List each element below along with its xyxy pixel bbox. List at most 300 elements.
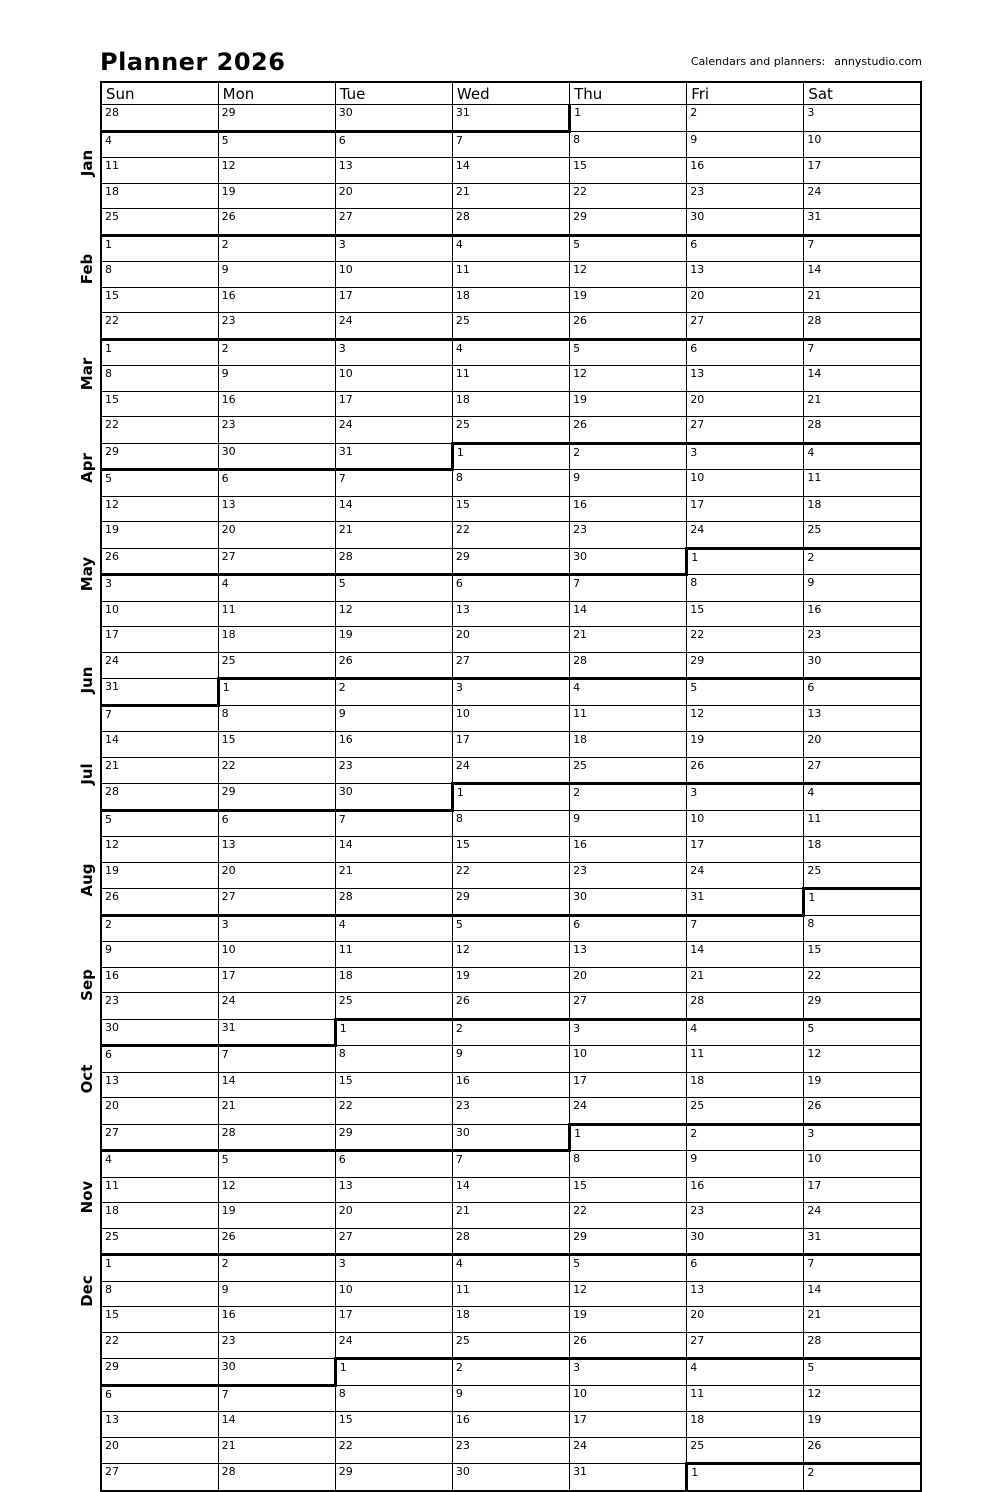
day-cell: 30 [452,1124,569,1151]
day-cell: 25 [687,1437,804,1464]
day-cell: 8 [452,810,569,837]
month-label-feb: Feb [78,253,96,284]
day-cell: 17 [804,1177,921,1203]
day-cell: 4 [101,1151,218,1178]
day-cell: 8 [452,470,569,497]
day-cell: 5 [101,810,218,837]
calendar-body [101,105,921,1491]
week-row-50 [101,1385,921,1412]
day-cell: 14 [218,1072,335,1098]
day-cell: 11 [218,601,335,627]
day-cell: 18 [452,391,569,417]
day-cell: 12 [687,705,804,732]
day-cell: 26 [101,889,218,916]
day-cell: 29 [804,993,921,1020]
day-cell: 18 [687,1072,804,1098]
day-cell: 30 [804,652,921,679]
day-cell: 27 [335,209,452,236]
day-cell: 15 [101,391,218,417]
day-cell: 17 [804,158,921,184]
day-cell: 13 [570,942,687,968]
day-header-wed: Wed [452,82,569,105]
day-cell: 2 [687,1124,804,1151]
day-cell: 9 [218,366,335,392]
week-row-22 [101,652,921,679]
day-cell: 9 [570,470,687,497]
day-cell: 3 [218,915,335,942]
day-cell: 23 [335,757,452,784]
week-row-14 [101,443,921,470]
day-cell: 20 [687,391,804,417]
month-label-oct: Oct [78,1064,96,1094]
day-cell: 1 [452,784,569,811]
day-cell: 2 [101,915,218,942]
day-cell: 10 [101,601,218,627]
day-cell: 19 [335,627,452,653]
week-row-37 [101,1046,921,1073]
day-cell: 9 [101,942,218,968]
week-row-47 [101,1307,921,1333]
day-cell: 4 [687,1019,804,1046]
day-cell: 11 [452,366,569,392]
day-cell: 26 [804,1098,921,1125]
year-planner-table [100,81,922,1492]
month-label-nov: Nov [78,1180,96,1214]
day-cell: 10 [687,470,804,497]
week-row-41 [101,1151,921,1178]
day-cell: 11 [804,810,921,837]
day-cell: 1 [570,105,687,132]
day-cell: 28 [218,1464,335,1491]
day-header-sat: Sat [804,82,921,105]
header-row [101,82,921,105]
day-cell: 15 [570,1177,687,1203]
week-row-53 [101,1464,921,1491]
week-row-3 [101,158,921,184]
day-cell: 14 [687,942,804,968]
day-cell: 8 [101,366,218,392]
day-cell: 8 [101,1281,218,1307]
day-cell: 29 [452,548,569,575]
week-row-45 [101,1255,921,1282]
week-row-29 [101,837,921,863]
day-cell: 31 [804,209,921,236]
day-cell: 12 [218,158,335,184]
month-label-dec: Dec [78,1274,96,1307]
day-cell: 20 [687,1307,804,1333]
day-cell: 16 [804,601,921,627]
day-cell: 23 [570,862,687,889]
day-cell: 4 [335,915,452,942]
day-cell: 7 [687,915,804,942]
day-cell: 5 [570,235,687,262]
day-cell: 27 [452,652,569,679]
day-cell: 22 [101,417,218,444]
day-cell: 6 [570,915,687,942]
week-row-36 [101,1019,921,1046]
day-cell: 26 [101,548,218,575]
day-cell: 28 [570,652,687,679]
day-cell: 2 [335,679,452,706]
day-cell: 2 [687,105,804,132]
week-row-28 [101,810,921,837]
day-cell: 11 [687,1046,804,1073]
day-cell: 26 [452,993,569,1020]
day-cell: 21 [804,391,921,417]
week-row-2 [101,131,921,158]
day-cell: 23 [218,417,335,444]
day-cell: 22 [570,183,687,209]
day-cell: 1 [101,339,218,366]
day-cell: 19 [218,183,335,209]
tagline [100,55,922,68]
day-cell: 25 [452,1332,569,1359]
day-cell: 9 [687,131,804,158]
day-cell: 22 [218,757,335,784]
day-cell: 3 [570,1019,687,1046]
day-cell: 29 [101,1359,218,1386]
day-cell: 16 [218,287,335,313]
day-cell: 18 [804,837,921,863]
day-cell: 28 [452,209,569,236]
week-row-48 [101,1332,921,1359]
day-cell: 19 [101,522,218,549]
day-cell: 20 [335,183,452,209]
week-row-31 [101,889,921,916]
day-cell: 14 [452,158,569,184]
day-cell: 4 [804,443,921,470]
day-cell: 3 [804,1124,921,1151]
day-cell: 25 [452,313,569,340]
day-cell: 29 [452,889,569,916]
day-cell: 16 [218,391,335,417]
day-cell: 24 [570,1437,687,1464]
day-cell: 5 [452,915,569,942]
day-cell: 6 [687,339,804,366]
month-label-may: May [78,556,96,592]
day-cell: 29 [335,1124,452,1151]
day-cell: 5 [687,679,804,706]
day-cell: 30 [687,209,804,236]
day-cell: 12 [218,1177,335,1203]
day-cell: 21 [687,967,804,993]
day-cell: 5 [804,1359,921,1386]
day-cell: 14 [218,1412,335,1438]
day-cell: 14 [804,366,921,392]
day-cell: 6 [218,810,335,837]
week-row-1 [101,105,921,132]
day-cell: 1 [335,1019,452,1046]
day-header-mon: Mon [218,82,335,105]
day-cell: 20 [804,732,921,758]
day-cell: 1 [687,548,804,575]
day-cell: 15 [452,837,569,863]
day-cell: 18 [804,496,921,522]
day-cell: 6 [218,470,335,497]
day-cell: 23 [101,993,218,1020]
day-cell: 30 [335,105,452,132]
day-cell: 16 [335,732,452,758]
day-cell: 25 [570,757,687,784]
week-row-5 [101,209,921,236]
month-label-sep: Sep [78,969,96,1002]
day-cell: 3 [101,575,218,602]
tagline-site: annystudio.com [834,55,922,68]
day-cell: 20 [687,287,804,313]
week-row-19 [101,575,921,602]
day-cell: 14 [335,496,452,522]
day-cell: 15 [218,732,335,758]
day-cell: 22 [687,627,804,653]
day-cell: 22 [101,1332,218,1359]
day-cell: 23 [687,183,804,209]
day-cell: 12 [570,262,687,288]
month-label-jan: Jan [78,149,96,176]
day-cell: 30 [218,1359,335,1386]
day-cell: 1 [452,443,569,470]
day-cell: 8 [335,1385,452,1412]
day-cell: 17 [570,1072,687,1098]
day-cell: 3 [570,1359,687,1386]
day-cell: 27 [570,993,687,1020]
day-cell: 2 [804,548,921,575]
day-cell: 1 [687,1464,804,1491]
day-cell: 27 [804,757,921,784]
day-cell: 18 [335,967,452,993]
day-cell: 15 [804,942,921,968]
day-cell: 4 [101,131,218,158]
day-cell: 19 [452,967,569,993]
day-cell: 17 [452,732,569,758]
week-row-51 [101,1412,921,1438]
day-cell: 30 [101,1019,218,1046]
day-header-tue: Tue [335,82,452,105]
day-cell: 13 [335,158,452,184]
day-cell: 6 [452,575,569,602]
day-cell: 24 [687,522,804,549]
day-cell: 1 [101,235,218,262]
day-cell: 21 [218,1098,335,1125]
day-cell: 22 [452,522,569,549]
day-cell: 15 [687,601,804,627]
day-cell: 28 [335,889,452,916]
day-cell: 10 [570,1046,687,1073]
day-cell: 15 [570,158,687,184]
day-cell: 7 [804,235,921,262]
day-cell: 9 [218,262,335,288]
day-cell: 10 [570,1385,687,1412]
day-cell: 18 [570,732,687,758]
day-header-sun: Sun [101,82,218,105]
day-cell: 26 [335,652,452,679]
day-cell: 23 [687,1203,804,1229]
week-row-27 [101,784,921,811]
week-row-17 [101,522,921,549]
day-cell: 14 [452,1177,569,1203]
day-cell: 27 [101,1124,218,1151]
day-cell: 22 [804,967,921,993]
day-cell: 26 [218,1228,335,1255]
day-cell: 1 [101,1255,218,1282]
day-cell: 21 [452,1203,569,1229]
tagline-label: Calendars and planners: [690,55,826,68]
day-cell: 7 [335,810,452,837]
day-cell: 11 [570,705,687,732]
day-cell: 13 [335,1177,452,1203]
day-cell: 24 [452,757,569,784]
day-cell: 31 [101,679,218,706]
day-cell: 7 [218,1385,335,1412]
day-cell: 17 [335,391,452,417]
day-cell: 8 [218,705,335,732]
day-cell: 21 [804,287,921,313]
day-cell: 27 [218,548,335,575]
day-cell: 30 [570,889,687,916]
day-cell: 4 [452,235,569,262]
day-cell: 26 [687,757,804,784]
week-row-25 [101,732,921,758]
day-cell: 5 [335,575,452,602]
day-cell: 11 [452,262,569,288]
day-cell: 19 [804,1412,921,1438]
day-cell: 27 [101,1464,218,1491]
week-row-38 [101,1072,921,1098]
week-row-43 [101,1203,921,1229]
day-cell: 29 [687,652,804,679]
day-cell: 23 [452,1098,569,1125]
day-cell: 1 [335,1359,452,1386]
day-cell: 10 [804,1151,921,1178]
week-row-21 [101,627,921,653]
day-cell: 28 [101,105,218,132]
day-cell: 19 [570,1307,687,1333]
day-cell: 12 [101,837,218,863]
day-cell: 8 [687,575,804,602]
day-cell: 25 [101,209,218,236]
day-cell: 7 [804,1255,921,1282]
day-cell: 20 [101,1437,218,1464]
day-cell: 23 [570,522,687,549]
day-cell: 22 [335,1437,452,1464]
day-cell: 29 [101,443,218,470]
day-cell: 3 [335,235,452,262]
day-cell: 30 [452,1464,569,1491]
day-cell: 5 [804,1019,921,1046]
day-cell: 10 [452,705,569,732]
day-cell: 4 [218,575,335,602]
day-cell: 9 [804,575,921,602]
day-cell: 12 [570,366,687,392]
day-cell: 9 [452,1046,569,1073]
day-cell: 28 [687,993,804,1020]
week-row-15 [101,470,921,497]
day-cell: 29 [218,105,335,132]
day-cell: 4 [804,784,921,811]
day-cell: 19 [687,732,804,758]
day-cell: 20 [218,522,335,549]
day-cell: 29 [570,209,687,236]
day-cell: 2 [452,1019,569,1046]
day-cell: 12 [570,1281,687,1307]
day-cell: 27 [687,313,804,340]
week-row-10 [101,339,921,366]
day-cell: 2 [570,443,687,470]
day-cell: 13 [804,705,921,732]
day-cell: 13 [687,1281,804,1307]
day-cell: 15 [452,496,569,522]
day-cell: 17 [687,496,804,522]
day-cell: 12 [804,1385,921,1412]
day-cell: 18 [687,1412,804,1438]
day-cell: 17 [335,1307,452,1333]
day-cell: 6 [101,1046,218,1073]
day-cell: 8 [101,262,218,288]
day-cell: 15 [335,1412,452,1438]
day-cell: 7 [804,339,921,366]
day-cell: 21 [335,862,452,889]
day-cell: 28 [804,313,921,340]
day-cell: 25 [452,417,569,444]
day-cell: 21 [804,1307,921,1333]
day-cell: 5 [570,339,687,366]
day-cell: 3 [687,443,804,470]
day-cell: 16 [452,1412,569,1438]
day-cell: 13 [101,1072,218,1098]
day-cell: 29 [335,1464,452,1491]
day-cell: 24 [335,1332,452,1359]
day-cell: 11 [804,470,921,497]
day-cell: 2 [218,235,335,262]
day-cell: 4 [687,1359,804,1386]
week-row-34 [101,967,921,993]
day-cell: 10 [335,1281,452,1307]
day-cell: 19 [570,391,687,417]
day-cell: 7 [101,705,218,732]
day-cell: 2 [218,339,335,366]
day-cell: 5 [218,131,335,158]
day-cell: 26 [570,417,687,444]
day-cell: 11 [101,158,218,184]
day-cell: 8 [804,915,921,942]
day-cell: 28 [101,784,218,811]
day-cell: 2 [804,1464,921,1491]
day-cell: 30 [687,1228,804,1255]
week-row-6 [101,235,921,262]
day-cell: 8 [570,131,687,158]
week-row-44 [101,1228,921,1255]
page-title: Planner 2026 [100,48,286,76]
day-cell: 9 [218,1281,335,1307]
day-cell: 14 [570,601,687,627]
week-row-32 [101,915,921,942]
day-cell: 5 [218,1151,335,1178]
day-cell: 16 [452,1072,569,1098]
day-cell: 22 [335,1098,452,1125]
day-cell: 25 [101,1228,218,1255]
week-row-49 [101,1359,921,1386]
week-row-13 [101,417,921,444]
day-cell: 20 [570,967,687,993]
week-row-18 [101,548,921,575]
week-row-33 [101,942,921,968]
day-cell: 21 [101,757,218,784]
day-cell: 17 [101,627,218,653]
day-cell: 24 [335,417,452,444]
day-cell: 12 [335,601,452,627]
week-row-46 [101,1281,921,1307]
week-row-26 [101,757,921,784]
day-cell: 23 [218,313,335,340]
